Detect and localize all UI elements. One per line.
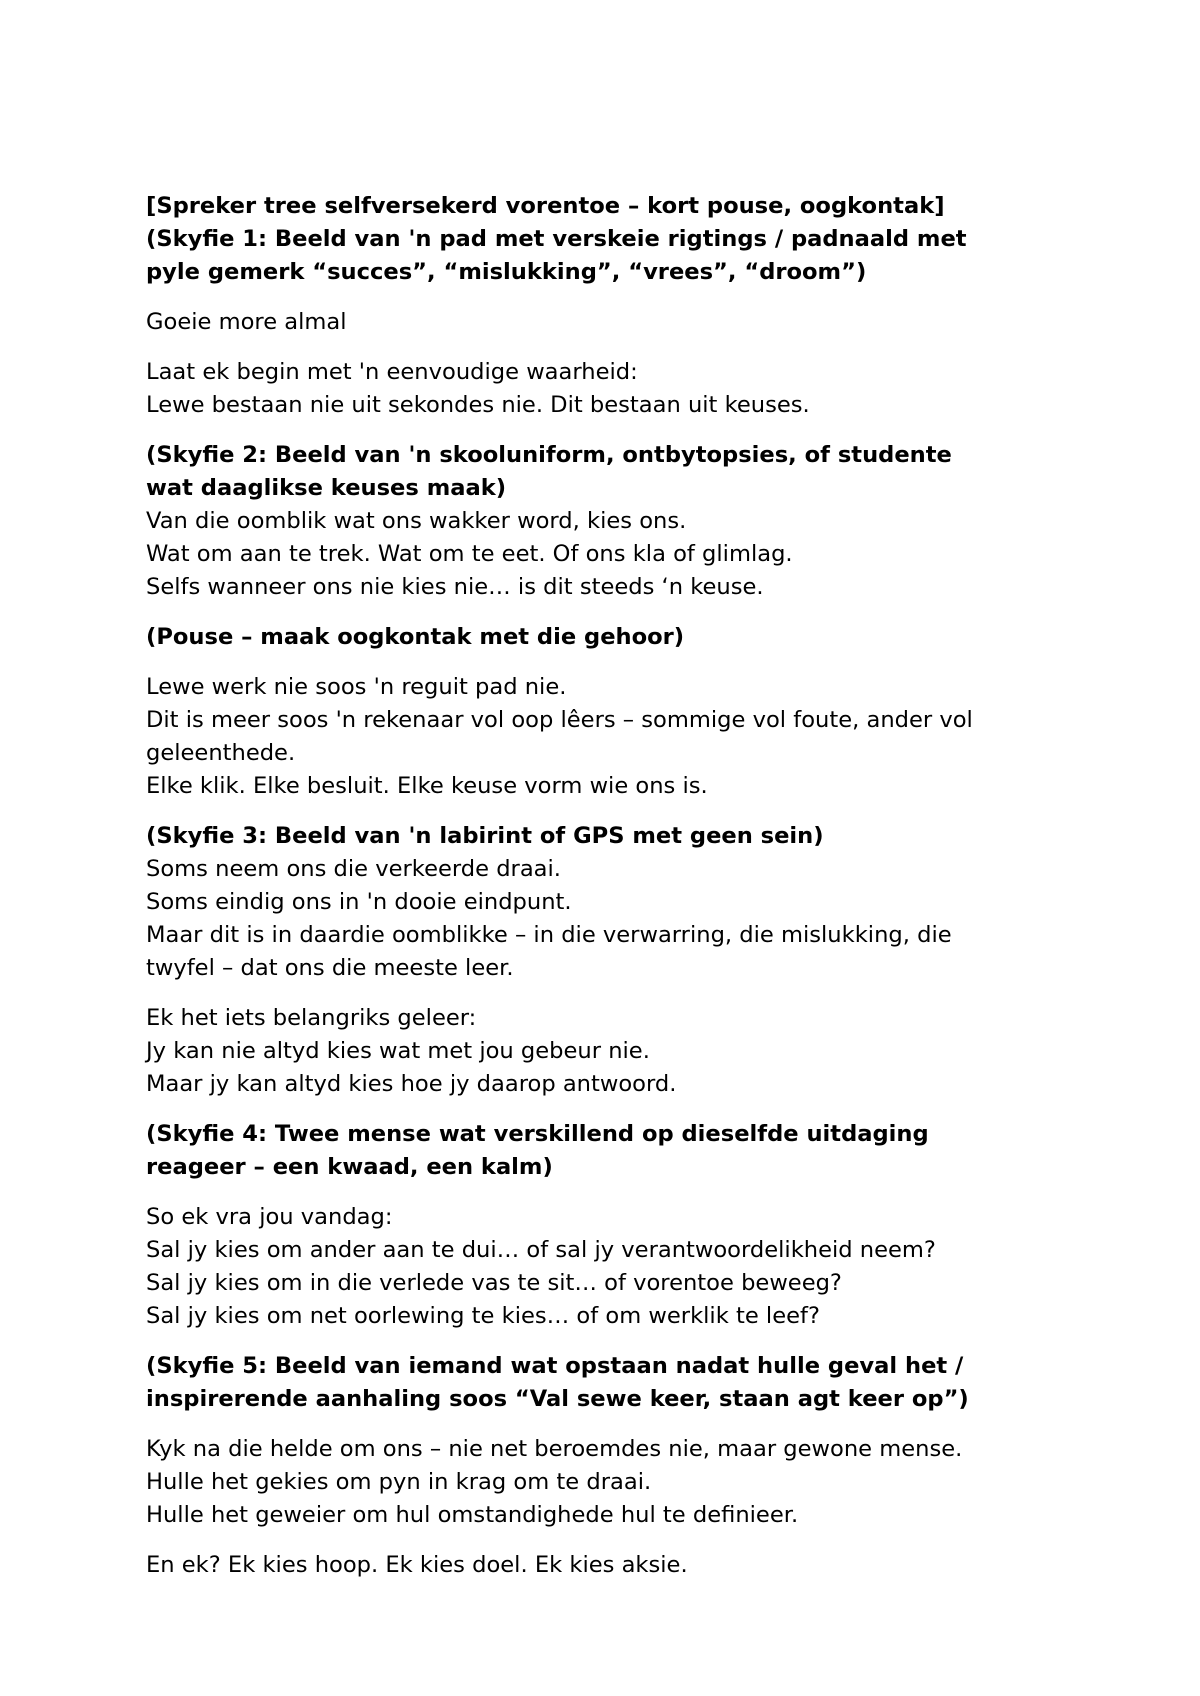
- direction-line: (Skyfie 1: Beeld van 'n pad met verskeie rigtings / padnaald met: [146, 226, 967, 252]
- document-page: [146, 190, 1066, 1599]
- direction-line: (Skyfie 3: Beeld van 'n labirint of GPS met geen sein): [146, 823, 824, 849]
- speech-line: Maar jy kan altyd kies hoe jy daarop antwoord.: [146, 1071, 677, 1097]
- speech-line: Soms neem ons die verkeerde draai.: [146, 856, 561, 882]
- stage-direction-slide-4: [146, 1118, 1066, 1184]
- speech-line: Hulle het gekies om pyn in krag om te draai.: [146, 1469, 652, 1495]
- stage-direction-pause: [146, 621, 1066, 654]
- direction-line: (Pouse – maak oogkontak met die gehoor): [146, 624, 685, 650]
- speech-line: Sal jy kies om in die verlede vas te sit… of vorentoe beweeg?: [146, 1270, 842, 1296]
- speech-line: Hulle het geweier om hul omstandighede hul te definieer.: [146, 1502, 799, 1528]
- direction-line: inspirerende aanhaling soos “Val sewe keer, staan agt keer op”): [146, 1386, 969, 1412]
- direction-line: wat daaglikse keuses maak): [146, 475, 507, 501]
- direction-line: pyle gemerk “succes”, “mislukking”, “vrees”, “droom”): [146, 259, 867, 285]
- speech-paragraph-closing: [146, 1549, 1066, 1582]
- speech-line: Sal jy kies om net oorlewing te kies… of om werklik te leef?: [146, 1303, 820, 1329]
- speech-line: So ek vra jou vandag:: [146, 1204, 393, 1230]
- speech-line: Goeie more almal: [146, 309, 347, 335]
- speech-paragraph-questions: [146, 1201, 1066, 1333]
- speech-line: Elke klik. Elke besluit. Elke keuse vorm wie ons is.: [146, 773, 708, 799]
- speech-line: Jy kan nie altyd kies wat met jou gebeur nie.: [146, 1038, 650, 1064]
- speech-line: Selfs wanneer ons nie kies nie… is dit steeds ‘n keuse.: [146, 574, 764, 600]
- speech-line: Laat ek begin met 'n eenvoudige waarheid:: [146, 359, 638, 385]
- speech-line: Van die oomblik wat ons wakker word, kies ons.: [146, 508, 687, 534]
- speech-paragraph-heroes: [146, 1433, 1066, 1532]
- speech-line: Dit is meer soos 'n rekenaar vol oop lêers – sommige vol foute, ander vol: [146, 707, 973, 733]
- speech-paragraph-life: [146, 671, 1066, 803]
- direction-line: (Skyfie 4: Twee mense wat verskillend op dieselfde uitdaging: [146, 1121, 929, 1147]
- speech-line: En ek? Ek kies hoop. Ek kies doel. Ek kies aksie.: [146, 1552, 688, 1578]
- direction-line: reageer – een kwaad, een kalm): [146, 1154, 553, 1180]
- direction-line: (Skyfie 2: Beeld van 'n skooluniform, ontbytopsies, of studente: [146, 442, 952, 468]
- speech-line: Wat om aan te trek. Wat om te eet. Of ons kla of glimlag.: [146, 541, 793, 567]
- slide-3-section: [146, 820, 1066, 985]
- direction-line: [Spreker tree selfversekerd vorentoe – kort pouse, oogkontak]: [146, 193, 945, 219]
- speech-paragraph-lesson: [146, 1002, 1066, 1101]
- speech-line: Ek het iets belangriks geleer:: [146, 1005, 477, 1031]
- direction-line: (Skyfie 5: Beeld van iemand wat opstaan nadat hulle geval het /: [146, 1353, 964, 1379]
- speech-line: Lewe werk nie soos 'n reguit pad nie.: [146, 674, 567, 700]
- stage-direction-slide-5: [146, 1350, 1066, 1416]
- speech-line: geleenthede.: [146, 740, 296, 766]
- speech-line: Soms eindig ons in 'n dooie eindpunt.: [146, 889, 572, 915]
- speech-line: Maar dit is in daardie oomblikke – in die verwarring, die mislukking, die: [146, 922, 952, 948]
- stage-direction-opening: [146, 190, 1066, 289]
- speech-line: Sal jy kies om ander aan te dui… of sal jy verantwoordelikheid neem?: [146, 1237, 936, 1263]
- slide-2-section: [146, 439, 1066, 604]
- speech-line: Kyk na die helde om ons – nie net beroemdes nie, maar gewone mense.: [146, 1436, 963, 1462]
- speech-paragraph-greeting: [146, 306, 1066, 339]
- speech-line: twyfel – dat ons die meeste leer.: [146, 955, 514, 981]
- speech-line: Lewe bestaan nie uit sekondes nie. Dit bestaan uit keuses.: [146, 392, 810, 418]
- speech-paragraph-truth: [146, 356, 1066, 422]
